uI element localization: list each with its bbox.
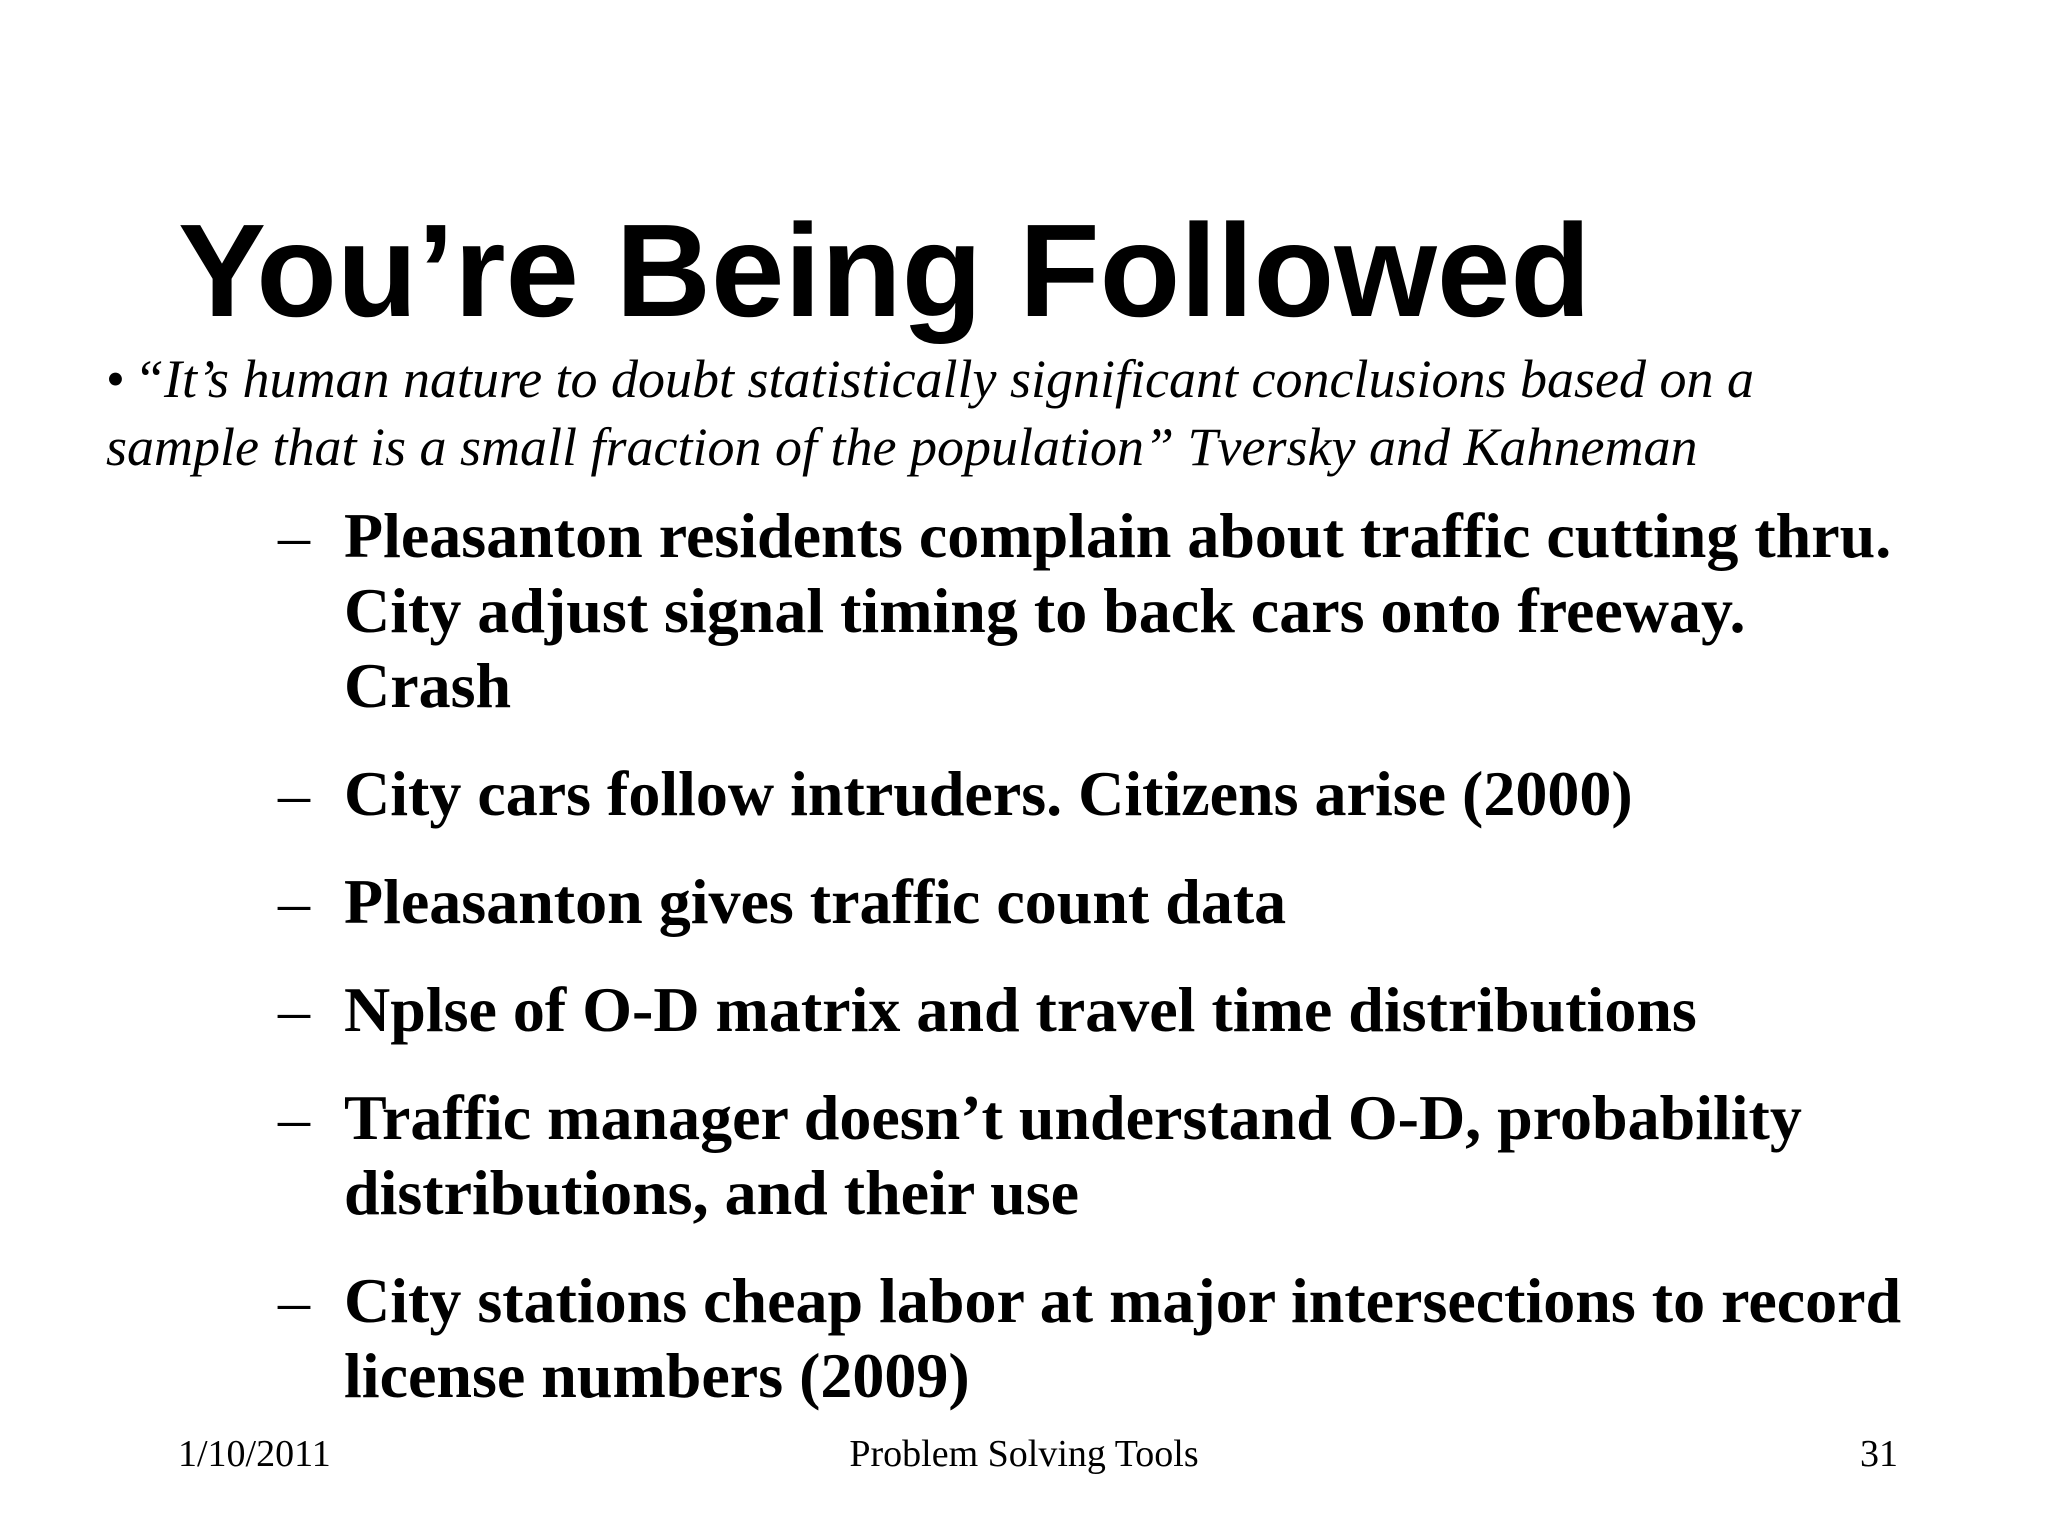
- list-item: [278, 972, 1918, 1047]
- footer-title: Problem Solving Tools: [849, 1433, 1199, 1475]
- dash-icon: –: [278, 1082, 310, 1153]
- list-item-text: City cars follow intruders. Citizens arise (2000): [344, 758, 1633, 829]
- dash-icon: –: [278, 974, 310, 1045]
- slide-title: You’re Being Followed: [178, 197, 1591, 344]
- list-item: [278, 1263, 1918, 1413]
- list-item-text: City stations cheap labor at major intersections to record license numbers (2009): [344, 1265, 1902, 1411]
- list-item: [278, 756, 1918, 831]
- sub-bullet-list: [278, 498, 1918, 1446]
- dash-icon: –: [278, 866, 310, 937]
- page-number: 31: [1860, 1433, 1898, 1475]
- list-item: [278, 864, 1918, 939]
- dash-icon: –: [278, 1265, 310, 1336]
- quote-text: “It’s human nature to doubt statistically significant conclusions based on a sample that is a small fraction of the population” Tversky and Kahneman: [106, 349, 1754, 477]
- list-item-text: Nplse of O-D matrix and travel time distributions: [344, 974, 1697, 1045]
- list-item-text: Pleasanton gives traffic count data: [344, 866, 1287, 937]
- dash-icon: –: [278, 758, 310, 829]
- footer-date: 1/10/2011: [178, 1433, 331, 1475]
- quote-bullet-item: [106, 345, 1906, 481]
- list-item-text: Pleasanton residents complain about traffic cutting thru. City adjust signal timing to back cars onto freeway. Crash: [344, 500, 1892, 721]
- list-item-text: Traffic manager doesn’t understand O-D, probability distributions, and their use: [344, 1082, 1802, 1228]
- dash-icon: –: [278, 500, 310, 571]
- list-item: [278, 1080, 1918, 1230]
- list-item: [278, 498, 1918, 723]
- bullet-icon: •: [106, 349, 125, 409]
